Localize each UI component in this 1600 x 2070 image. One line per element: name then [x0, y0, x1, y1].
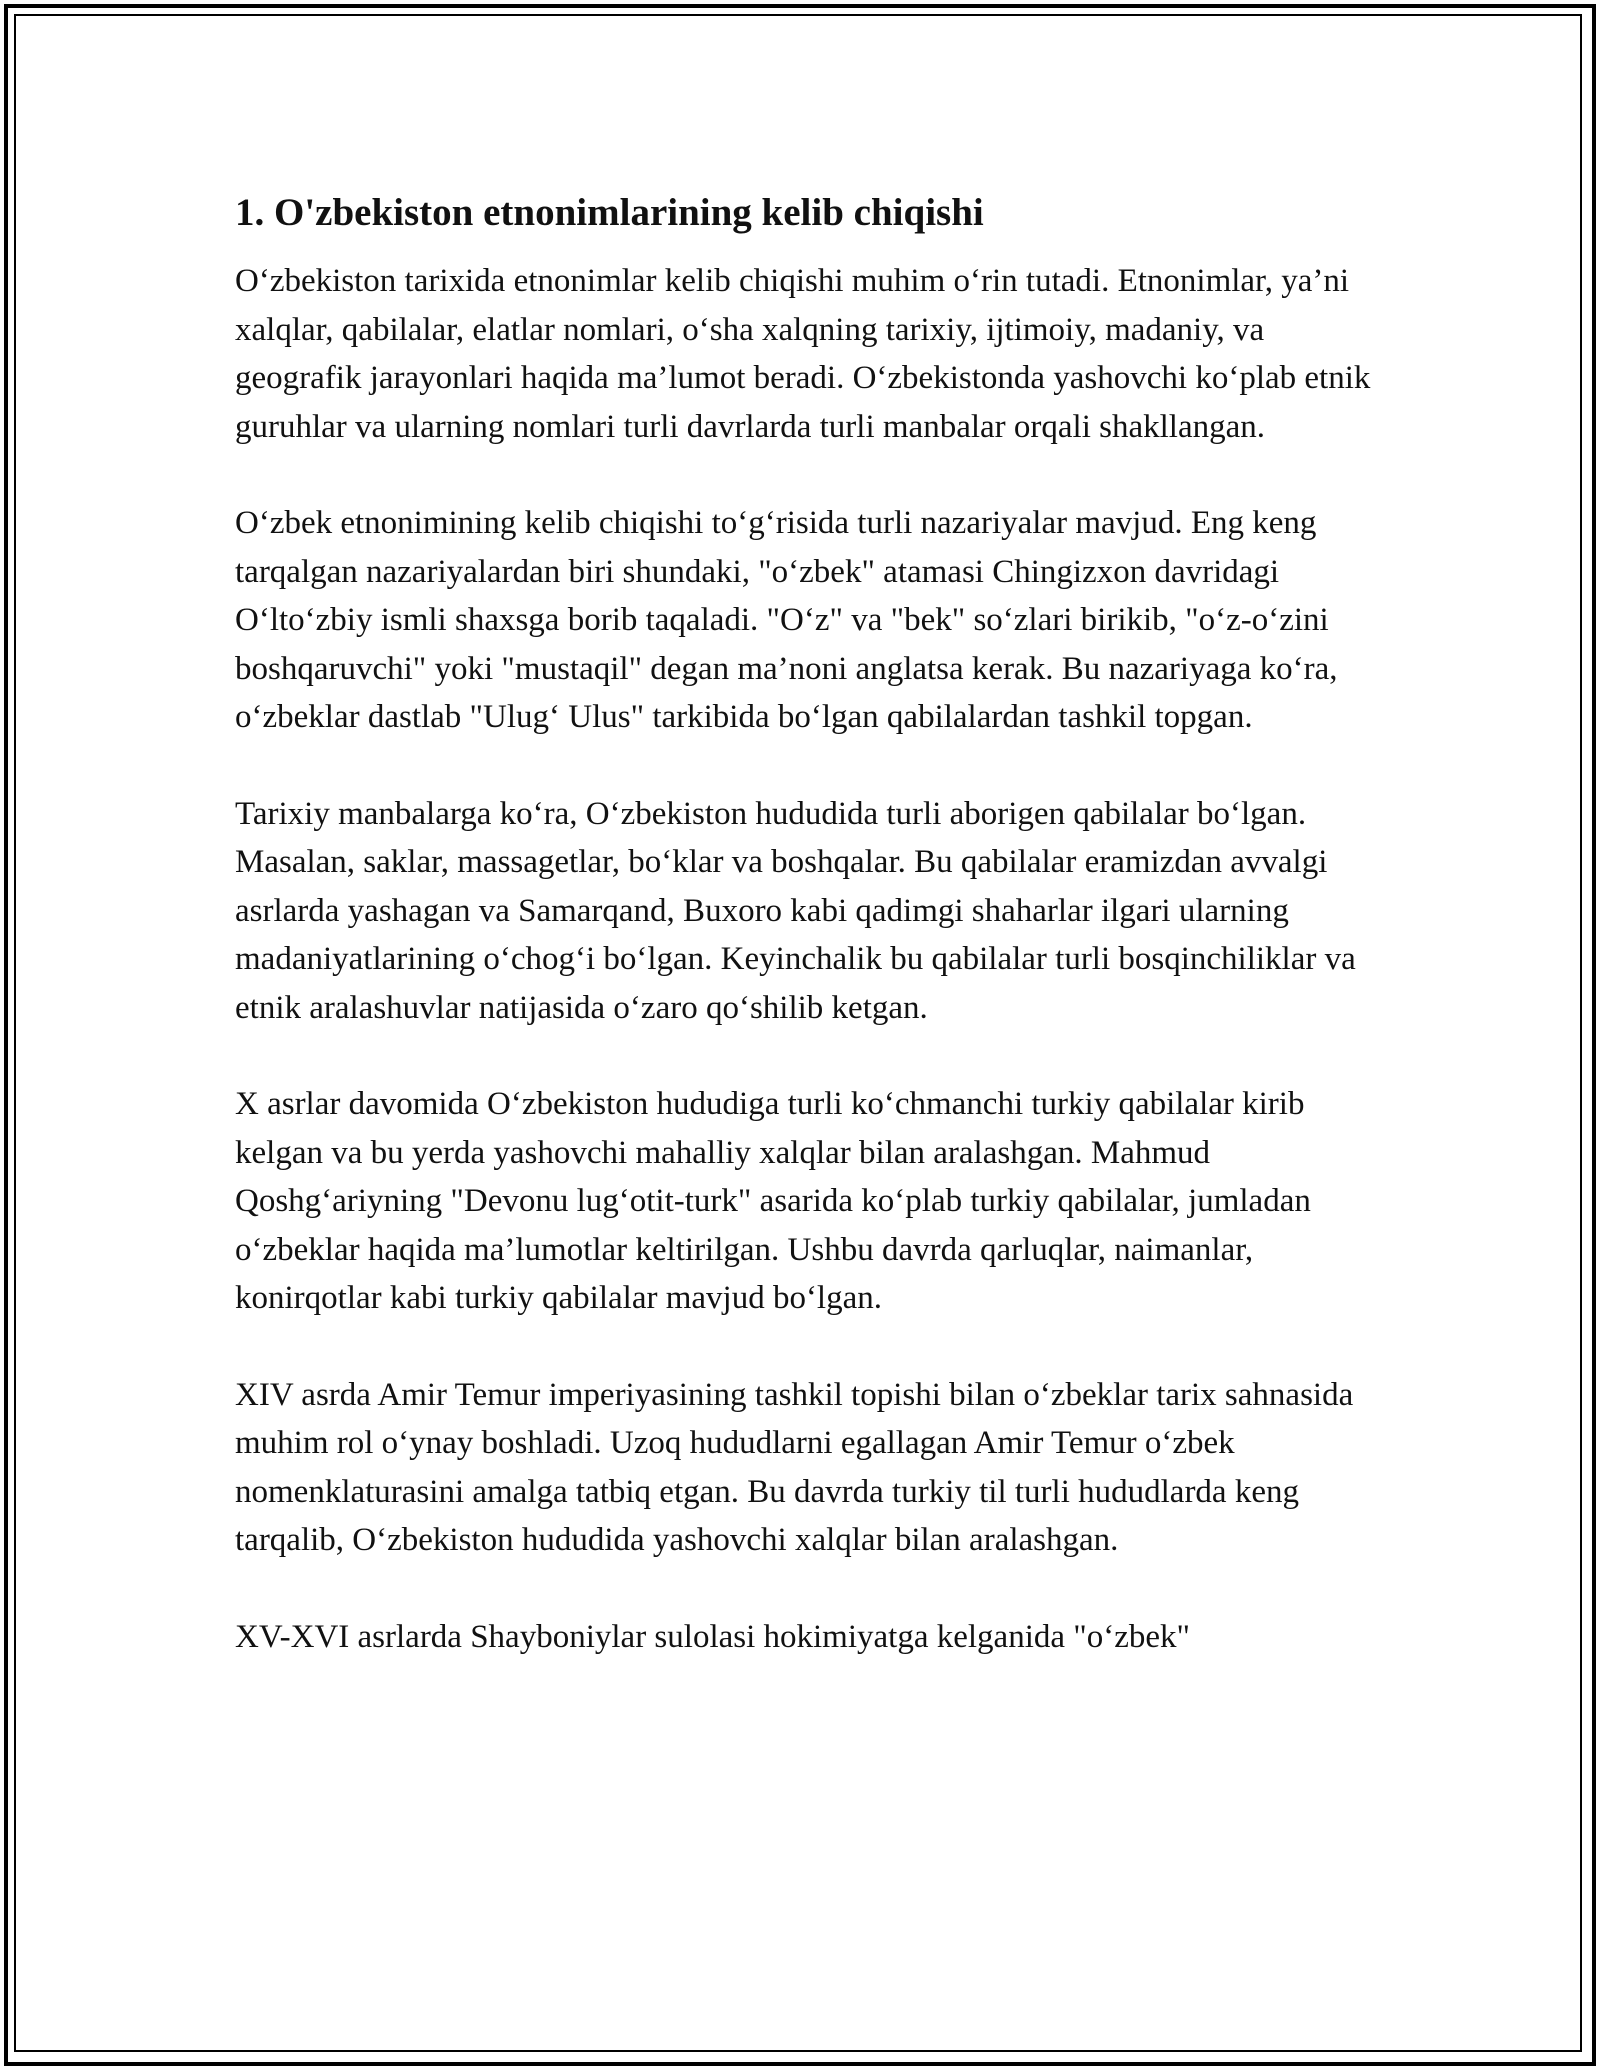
document-body — [235, 186, 1375, 1661]
page-title: 1. O'zbekiston etnonimlarining kelib chiqishi — [235, 191, 984, 234]
paragraph-3: Tarixiy manbalarga ko‘ra, O‘zbekiston hududida turli aborigen qabilalar bo‘lgan. Masalan, saklar, massagetlar, bo‘klar va boshqalar. Bu qabilalar eramizdan avvalgi asrlarda yashagan va Samarqand, Buxoro kabi qadimgi shaharlar ilgari ularning madaniyatlarining o‘chog‘i bo‘lgan. Keyinchalik bu qabilalar turli bosqinchiliklar va etnik aralashuvlar natijasida o‘zaro qo‘shilib ketgan. — [235, 795, 1356, 1026]
paragraph-6: XV-XVI asrlarda Shayboniylar sulolasi hokimiyatga kelganida "o‘zbek" — [235, 1618, 1190, 1655]
paragraph-4: X asrlar davomida O‘zbekiston hududiga turli ko‘chmanchi turkiy qabilalar kirib kelgan va bu yerda yashovchi mahalliy xalqlar bilan aralashgan. Mahmud Qoshg‘ariyning "Devonu lug‘otit-turk" asarida ko‘plab turkiy qabilalar, jumladan o‘zbeklar haqida ma’lumotlar keltirilgan. Ushbu davrda qarluqlar, naimanlar, konirqotlar kabi turkiy qabilalar mavjud bo‘lgan. — [235, 1086, 1311, 1316]
paragraph-1: O‘zbekiston tarixida etnonimlar kelib chiqishi muhim o‘rin tutadi. Etnonimlar, ya’ni xalqlar, qabilalar, elatlar nomlari, o‘sha xalqning tarixiy, ijtimoiy, madaniy, va geografik jarayonlari haqida ma’lumot beradi. O‘zbekistonda yashovchi ko‘plab etnik guruhlar va ularning nomlari turli davrlarda turli manbalar orqali shakllangan. — [235, 263, 1371, 445]
paragraph-2: O‘zbek etnonimining kelib chiqishi to‘g‘risida turli nazariyalar mavjud. Eng keng tarqalgan nazariyalardan biri shundaki, "o‘zbek" atamasi Chingizxon davridagi O‘lto‘zbiy ismli shaxsga borib taqaladi. "O‘z" va "bek" so‘zlari birikib, "o‘z-o‘zini boshqaruvchi" yoki "mustaqil" degan ma’noni anglatsa kerak. Bu nazariyaga ko‘ra, o‘zbeklar dastlab "Ulug‘ Ulus" tarkibida bo‘lgan qabilalardan tashkil topgan. — [235, 505, 1338, 735]
paragraph-5: XIV asrda Amir Temur imperiyasining tashkil topishi bilan o‘zbeklar tarix sahnasida muhim rol o‘ynay boshladi. Uzoq hududlarni egallagan Amir Temur o‘zbek nomenklaturasini amalga tatbiq etgan. Bu davrda turkiy til turli hududlarda keng tarqalib, O‘zbekiston hududida yashovchi xalqlar bilan aralashgan. — [235, 1376, 1354, 1558]
